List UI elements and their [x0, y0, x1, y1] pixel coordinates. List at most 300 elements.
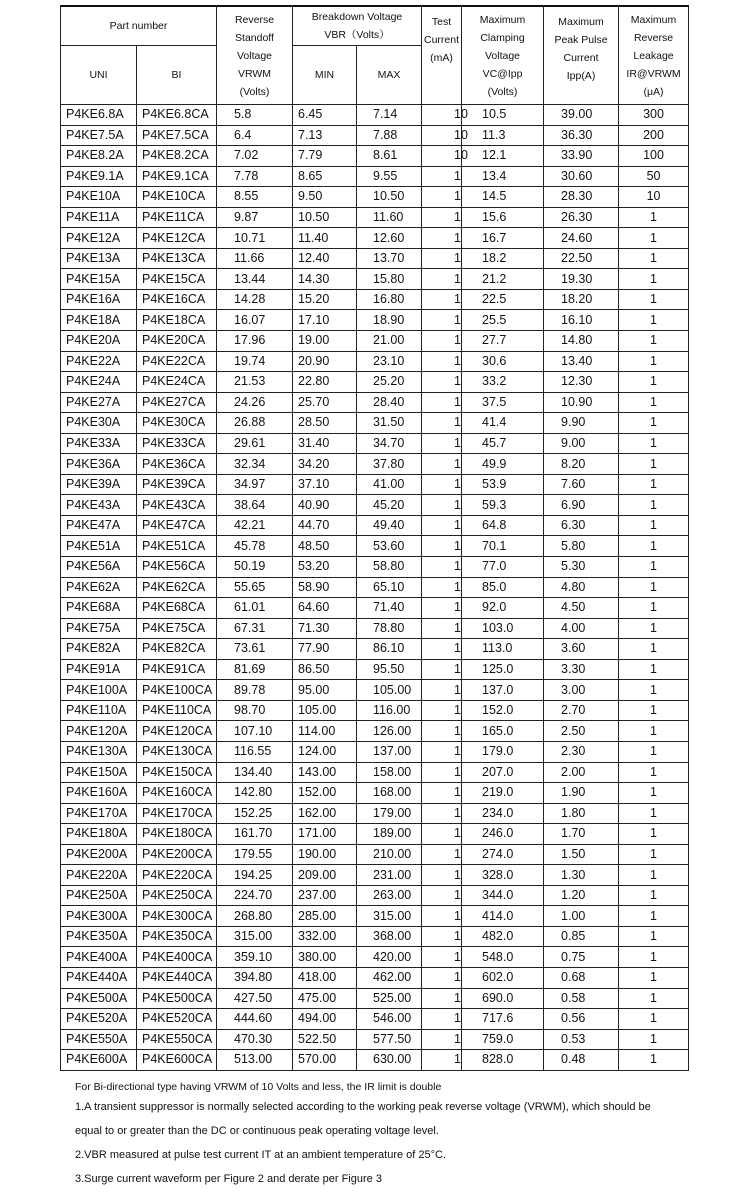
vbr-max-cell: 53.60: [357, 536, 422, 557]
clamping-voltage-cell: 11.3: [462, 125, 544, 146]
peak-pulse-current-cell: 8.20: [544, 454, 619, 475]
vbr-max-cell: 158.00: [357, 762, 422, 783]
test-current-cell: 1: [422, 310, 462, 331]
clamping-voltage-cell: 219.0: [462, 783, 544, 804]
bi-part-cell: P4KE200CA: [137, 844, 217, 865]
vbr-max-header: MAX: [357, 46, 422, 105]
bi-part-cell: P4KE350CA: [137, 926, 217, 947]
vrwm-cell: 19.74: [217, 351, 293, 372]
test-current-cell: 1: [422, 433, 462, 454]
note-2: 2.VBR measured at pulse test current IT at an ambient temperature of 25°C.: [75, 1149, 447, 1161]
vbr-min-cell: 209.00: [293, 865, 357, 886]
bi-part-cell: P4KE16CA: [137, 289, 217, 310]
table-row: [61, 166, 689, 187]
bi-part-cell: P4KE68CA: [137, 598, 217, 619]
vbr-min-cell: 114.00: [293, 721, 357, 742]
uni-part-cell: P4KE47A: [61, 515, 137, 536]
vbr-min-cell: 105.00: [293, 700, 357, 721]
reverse-leakage-cell: 1: [619, 557, 689, 578]
vbr-min-cell: 95.00: [293, 680, 357, 701]
bi-part-cell: P4KE9.1CA: [137, 166, 217, 187]
vbr-max-cell: 13.70: [357, 248, 422, 269]
vbr-max-cell: 368.00: [357, 926, 422, 947]
reverse-leakage-cell: 1: [619, 598, 689, 619]
uni-part-cell: P4KE250A: [61, 885, 137, 906]
vbr-max-cell: 41.00: [357, 474, 422, 495]
peak-pulse-current-cell: 4.80: [544, 577, 619, 598]
test-current-cell: 10: [422, 105, 462, 126]
clamping-voltage-cell: 33.2: [462, 372, 544, 393]
vbr-max-cell: 15.80: [357, 269, 422, 290]
bi-part-cell: P4KE75CA: [137, 618, 217, 639]
reverse-leakage-cell: 1: [619, 331, 689, 352]
test-current-cell: 1: [422, 639, 462, 660]
bi-header: BI: [137, 46, 217, 105]
clamping-voltage-cell: 22.5: [462, 289, 544, 310]
clamping-voltage-header: Maximum Clamping Voltage VC@Ipp (Volts): [462, 6, 544, 105]
uni-part-cell: P4KE27A: [61, 392, 137, 413]
bi-part-cell: P4KE24CA: [137, 372, 217, 393]
test-current-cell: 1: [422, 187, 462, 208]
vrwm-cell: 32.34: [217, 454, 293, 475]
vbr-max-cell: 420.00: [357, 947, 422, 968]
clamping-voltage-cell: 13.4: [462, 166, 544, 187]
peak-pulse-current-cell: 4.00: [544, 618, 619, 639]
table-row: [61, 741, 689, 762]
reverse-leakage-cell: 100: [619, 146, 689, 167]
peak-pulse-current-cell: 9.90: [544, 413, 619, 434]
vbr-max-cell: 78.80: [357, 618, 422, 639]
vrwm-cell: 315.00: [217, 926, 293, 947]
specifications-sheet: [60, 5, 688, 1071]
table-row: [61, 762, 689, 783]
test-current-header: Test Current (mA): [422, 6, 462, 105]
vbr-max-cell: 546.00: [357, 1009, 422, 1030]
clamping-voltage-cell: 274.0: [462, 844, 544, 865]
test-current-cell: 10: [422, 146, 462, 167]
table-row: [61, 1050, 689, 1071]
test-current-cell: 1: [422, 1050, 462, 1071]
vrwm-cell: 26.88: [217, 413, 293, 434]
table-row: [61, 700, 689, 721]
test-current-cell: 1: [422, 331, 462, 352]
vbr-min-cell: 58.90: [293, 577, 357, 598]
peak-pulse-current-cell: 5.30: [544, 557, 619, 578]
table-row: [61, 721, 689, 742]
reverse-leakage-cell: 1: [619, 269, 689, 290]
peak-pulse-current-cell: 0.53: [544, 1029, 619, 1050]
test-current-cell: 1: [422, 557, 462, 578]
vbr-min-cell: 380.00: [293, 947, 357, 968]
table-row: [61, 125, 689, 146]
vrwm-cell: 45.78: [217, 536, 293, 557]
vbr-max-cell: 9.55: [357, 166, 422, 187]
vbr-max-cell: 25.20: [357, 372, 422, 393]
vrwm-cell: 513.00: [217, 1050, 293, 1071]
vbr-min-cell: 332.00: [293, 926, 357, 947]
vbr-max-cell: 11.60: [357, 207, 422, 228]
reverse-leakage-cell: 10: [619, 187, 689, 208]
table-row: [61, 351, 689, 372]
clamping-voltage-cell: 49.9: [462, 454, 544, 475]
uni-part-cell: P4KE170A: [61, 803, 137, 824]
vrwm-cell: 6.4: [217, 125, 293, 146]
table-row: [61, 146, 689, 167]
peak-pulse-current-cell: 0.48: [544, 1050, 619, 1071]
clamping-voltage-cell: 16.7: [462, 228, 544, 249]
vbr-max-cell: 7.88: [357, 125, 422, 146]
bidirectional-note: For Bi-directional type having VRWM of 10 Volts and less, the IR limit is double: [75, 1081, 442, 1093]
reverse-leakage-header: Maximum Reverse Leakage IR@VRWM (μA): [619, 6, 689, 105]
vbr-min-cell: 14.30: [293, 269, 357, 290]
reverse-leakage-cell: 1: [619, 413, 689, 434]
vbr-min-cell: 475.00: [293, 988, 357, 1009]
uni-part-cell: P4KE11A: [61, 207, 137, 228]
vrwm-cell: 179.55: [217, 844, 293, 865]
peak-pulse-current-cell: 7.60: [544, 474, 619, 495]
uni-part-cell: P4KE500A: [61, 988, 137, 1009]
vrwm-cell: 98.70: [217, 700, 293, 721]
vbr-max-cell: 210.00: [357, 844, 422, 865]
peak-pulse-current-cell: 2.70: [544, 700, 619, 721]
vbr-min-cell: 9.50: [293, 187, 357, 208]
bi-part-cell: P4KE56CA: [137, 557, 217, 578]
vbr-min-cell: 570.00: [293, 1050, 357, 1071]
uni-part-cell: P4KE91A: [61, 659, 137, 680]
table-row: [61, 824, 689, 845]
vbr-min-cell: 7.13: [293, 125, 357, 146]
bi-part-cell: P4KE170CA: [137, 803, 217, 824]
clamping-voltage-cell: 759.0: [462, 1029, 544, 1050]
vbr-max-cell: 10.50: [357, 187, 422, 208]
bi-part-cell: P4KE27CA: [137, 392, 217, 413]
bi-part-cell: P4KE39CA: [137, 474, 217, 495]
uni-part-cell: P4KE62A: [61, 577, 137, 598]
peak-pulse-current-cell: 1.90: [544, 783, 619, 804]
table-row: [61, 228, 689, 249]
clamping-voltage-cell: 92.0: [462, 598, 544, 619]
clamping-voltage-cell: 27.7: [462, 331, 544, 352]
table-row: [61, 926, 689, 947]
peak-pulse-current-cell: 39.00: [544, 105, 619, 126]
reverse-leakage-cell: 1: [619, 1009, 689, 1030]
reverse-leakage-cell: 1: [619, 947, 689, 968]
vbr-max-cell: 95.50: [357, 659, 422, 680]
vbr-min-cell: 19.00: [293, 331, 357, 352]
bi-part-cell: P4KE82CA: [137, 639, 217, 660]
vbr-min-header: MIN: [293, 46, 357, 105]
clamping-voltage-cell: 64.8: [462, 515, 544, 536]
vrwm-cell: 134.40: [217, 762, 293, 783]
table-row: [61, 906, 689, 927]
reverse-leakage-cell: 1: [619, 618, 689, 639]
vbr-min-cell: 152.00: [293, 783, 357, 804]
test-current-cell: 1: [422, 721, 462, 742]
reverse-leakage-cell: 1: [619, 289, 689, 310]
uni-part-cell: P4KE100A: [61, 680, 137, 701]
peak-pulse-current-header: Maximum Peak Pulse Current Ipp(A): [544, 6, 619, 105]
vbr-min-cell: 12.40: [293, 248, 357, 269]
uni-part-cell: P4KE15A: [61, 269, 137, 290]
table-row: [61, 639, 689, 660]
test-current-cell: 1: [422, 372, 462, 393]
reverse-leakage-cell: 1: [619, 967, 689, 988]
table-row: [61, 331, 689, 352]
test-current-cell: 1: [422, 947, 462, 968]
vrwm-cell: 107.10: [217, 721, 293, 742]
note-1-continued: equal to or greater than the DC or continuous peak operating voltage level.: [75, 1125, 439, 1137]
table-row: [61, 433, 689, 454]
vrwm-cell: 24.26: [217, 392, 293, 413]
peak-pulse-current-cell: 33.90: [544, 146, 619, 167]
table-row: [61, 372, 689, 393]
vbr-max-cell: 525.00: [357, 988, 422, 1009]
test-current-cell: 1: [422, 926, 462, 947]
vrwm-cell: 7.02: [217, 146, 293, 167]
test-current-cell: 1: [422, 988, 462, 1009]
reverse-leakage-cell: 1: [619, 803, 689, 824]
vbr-min-cell: 20.90: [293, 351, 357, 372]
peak-pulse-current-cell: 1.50: [544, 844, 619, 865]
peak-pulse-current-cell: 13.40: [544, 351, 619, 372]
peak-pulse-current-cell: 36.30: [544, 125, 619, 146]
reverse-leakage-cell: 1: [619, 433, 689, 454]
table-row: [61, 536, 689, 557]
vbr-min-cell: 285.00: [293, 906, 357, 927]
bi-part-cell: P4KE6.8CA: [137, 105, 217, 126]
peak-pulse-current-cell: 24.60: [544, 228, 619, 249]
bi-part-cell: P4KE8.2CA: [137, 146, 217, 167]
test-current-cell: 1: [422, 207, 462, 228]
uni-part-cell: P4KE39A: [61, 474, 137, 495]
vbr-max-cell: 31.50: [357, 413, 422, 434]
vbr-min-cell: 31.40: [293, 433, 357, 454]
clamping-voltage-cell: 414.0: [462, 906, 544, 927]
clamping-voltage-cell: 165.0: [462, 721, 544, 742]
bi-part-cell: P4KE440CA: [137, 967, 217, 988]
peak-pulse-current-cell: 1.70: [544, 824, 619, 845]
bi-part-cell: P4KE91CA: [137, 659, 217, 680]
test-current-cell: 1: [422, 269, 462, 290]
table-row: [61, 515, 689, 536]
vbr-min-cell: 48.50: [293, 536, 357, 557]
test-current-cell: 1: [422, 474, 462, 495]
vbr-max-cell: 189.00: [357, 824, 422, 845]
test-current-cell: 1: [422, 783, 462, 804]
table-row: [61, 187, 689, 208]
bi-part-cell: P4KE12CA: [137, 228, 217, 249]
vbr-max-cell: 168.00: [357, 783, 422, 804]
vrwm-cell: 38.64: [217, 495, 293, 516]
reverse-leakage-cell: 1: [619, 1050, 689, 1071]
peak-pulse-current-cell: 26.30: [544, 207, 619, 228]
peak-pulse-current-cell: 0.75: [544, 947, 619, 968]
peak-pulse-current-cell: 2.50: [544, 721, 619, 742]
reverse-leakage-cell: 1: [619, 474, 689, 495]
vrwm-cell: 34.97: [217, 474, 293, 495]
bi-part-cell: P4KE33CA: [137, 433, 217, 454]
uni-part-cell: P4KE6.8A: [61, 105, 137, 126]
table-row: [61, 289, 689, 310]
vbr-max-cell: 65.10: [357, 577, 422, 598]
reverse-leakage-cell: 1: [619, 906, 689, 927]
clamping-voltage-cell: 45.7: [462, 433, 544, 454]
note-3: 3.Surge current waveform per Figure 2 and derate per Figure 3: [75, 1173, 382, 1185]
reverse-leakage-cell: 1: [619, 310, 689, 331]
test-current-cell: 1: [422, 803, 462, 824]
vrwm-cell: 55.65: [217, 577, 293, 598]
peak-pulse-current-cell: 4.50: [544, 598, 619, 619]
vrwm-cell: 29.61: [217, 433, 293, 454]
table-row: [61, 495, 689, 516]
reverse-leakage-cell: 1: [619, 700, 689, 721]
reverse-leakage-cell: 1: [619, 741, 689, 762]
reverse-leakage-cell: 1: [619, 536, 689, 557]
vrwm-cell: 9.87: [217, 207, 293, 228]
test-current-cell: 1: [422, 515, 462, 536]
peak-pulse-current-cell: 2.00: [544, 762, 619, 783]
peak-pulse-current-cell: 22.50: [544, 248, 619, 269]
clamping-voltage-cell: 103.0: [462, 618, 544, 639]
clamping-voltage-cell: 137.0: [462, 680, 544, 701]
test-current-cell: 1: [422, 700, 462, 721]
vbr-max-cell: 462.00: [357, 967, 422, 988]
bi-part-cell: P4KE520CA: [137, 1009, 217, 1030]
vbr-min-cell: 15.20: [293, 289, 357, 310]
bi-part-cell: P4KE10CA: [137, 187, 217, 208]
clamping-voltage-cell: 602.0: [462, 967, 544, 988]
bi-part-cell: P4KE51CA: [137, 536, 217, 557]
test-current-cell: 1: [422, 392, 462, 413]
clamping-voltage-cell: 548.0: [462, 947, 544, 968]
uni-part-cell: P4KE43A: [61, 495, 137, 516]
table-row: [61, 680, 689, 701]
bi-part-cell: P4KE220CA: [137, 865, 217, 886]
uni-part-cell: P4KE120A: [61, 721, 137, 742]
bi-part-cell: P4KE180CA: [137, 824, 217, 845]
vbr-min-cell: 53.20: [293, 557, 357, 578]
peak-pulse-current-cell: 6.90: [544, 495, 619, 516]
table-row: [61, 269, 689, 290]
vrwm-cell: 142.80: [217, 783, 293, 804]
vbr-max-cell: 16.80: [357, 289, 422, 310]
uni-part-cell: P4KE550A: [61, 1029, 137, 1050]
vrwm-cell: 161.70: [217, 824, 293, 845]
reverse-leakage-cell: 1: [619, 926, 689, 947]
clamping-voltage-cell: 207.0: [462, 762, 544, 783]
bi-part-cell: P4KE150CA: [137, 762, 217, 783]
reverse-leakage-cell: 1: [619, 680, 689, 701]
vbr-min-cell: 190.00: [293, 844, 357, 865]
clamping-voltage-cell: 41.4: [462, 413, 544, 434]
clamping-voltage-cell: 690.0: [462, 988, 544, 1009]
reverse-leakage-cell: 1: [619, 248, 689, 269]
reverse-leakage-cell: 50: [619, 166, 689, 187]
vbr-max-cell: 630.00: [357, 1050, 422, 1071]
vrwm-cell: 359.10: [217, 947, 293, 968]
clamping-voltage-cell: 717.6: [462, 1009, 544, 1030]
bi-part-cell: P4KE100CA: [137, 680, 217, 701]
test-current-cell: 1: [422, 166, 462, 187]
uni-part-cell: P4KE16A: [61, 289, 137, 310]
reverse-leakage-cell: 1: [619, 844, 689, 865]
peak-pulse-current-cell: 18.20: [544, 289, 619, 310]
bi-part-cell: P4KE130CA: [137, 741, 217, 762]
note-1: 1.A transient suppressor is normally selected according to the working peak reverse voltage (VRWM), which should be: [75, 1101, 651, 1113]
table-row: [61, 207, 689, 228]
table-row: [61, 865, 689, 886]
uni-part-cell: P4KE400A: [61, 947, 137, 968]
vbr-max-cell: 45.20: [357, 495, 422, 516]
vrwm-cell: 13.44: [217, 269, 293, 290]
vbr-max-cell: 18.90: [357, 310, 422, 331]
clamping-voltage-cell: 25.5: [462, 310, 544, 331]
vrwm-cell: 11.66: [217, 248, 293, 269]
uni-part-cell: P4KE51A: [61, 536, 137, 557]
vbr-min-cell: 418.00: [293, 967, 357, 988]
vbr-max-cell: 179.00: [357, 803, 422, 824]
vbr-max-cell: 8.61: [357, 146, 422, 167]
uni-part-cell: P4KE24A: [61, 372, 137, 393]
vbr-max-cell: 116.00: [357, 700, 422, 721]
vbr-max-cell: 137.00: [357, 741, 422, 762]
test-current-cell: 1: [422, 618, 462, 639]
reverse-leakage-cell: 200: [619, 125, 689, 146]
vbr-min-cell: 77.90: [293, 639, 357, 660]
table-row: [61, 392, 689, 413]
vrwm-cell: 427.50: [217, 988, 293, 1009]
uni-part-cell: P4KE8.2A: [61, 146, 137, 167]
bi-part-cell: P4KE22CA: [137, 351, 217, 372]
test-current-cell: 1: [422, 967, 462, 988]
test-current-cell: 1: [422, 885, 462, 906]
test-current-cell: 1: [422, 1029, 462, 1050]
vrwm-cell: 5.8: [217, 105, 293, 126]
table-row: [61, 474, 689, 495]
peak-pulse-current-cell: 1.30: [544, 865, 619, 886]
peak-pulse-current-cell: 0.85: [544, 926, 619, 947]
clamping-voltage-cell: 37.5: [462, 392, 544, 413]
electrical-characteristics-table: [60, 5, 689, 1071]
test-current-cell: 1: [422, 741, 462, 762]
test-current-cell: 1: [422, 351, 462, 372]
vbr-min-cell: 171.00: [293, 824, 357, 845]
clamping-voltage-cell: 85.0: [462, 577, 544, 598]
vbr-min-cell: 37.10: [293, 474, 357, 495]
part-number-header: Part number: [61, 6, 217, 46]
peak-pulse-current-cell: 3.30: [544, 659, 619, 680]
bi-part-cell: P4KE30CA: [137, 413, 217, 434]
uni-part-cell: P4KE200A: [61, 844, 137, 865]
clamping-voltage-cell: 328.0: [462, 865, 544, 886]
peak-pulse-current-cell: 9.00: [544, 433, 619, 454]
test-current-cell: 1: [422, 824, 462, 845]
vrwm-cell: 14.28: [217, 289, 293, 310]
uni-part-cell: P4KE30A: [61, 413, 137, 434]
vrwm-cell: 42.21: [217, 515, 293, 536]
test-current-cell: 1: [422, 577, 462, 598]
table-row: [61, 947, 689, 968]
clamping-voltage-cell: 70.1: [462, 536, 544, 557]
bi-part-cell: P4KE300CA: [137, 906, 217, 927]
vbr-max-cell: 315.00: [357, 906, 422, 927]
vrwm-cell: 16.07: [217, 310, 293, 331]
test-current-cell: 1: [422, 762, 462, 783]
uni-part-cell: P4KE68A: [61, 598, 137, 619]
vbr-min-cell: 17.10: [293, 310, 357, 331]
vbr-max-cell: 49.40: [357, 515, 422, 536]
vbr-max-cell: 58.80: [357, 557, 422, 578]
